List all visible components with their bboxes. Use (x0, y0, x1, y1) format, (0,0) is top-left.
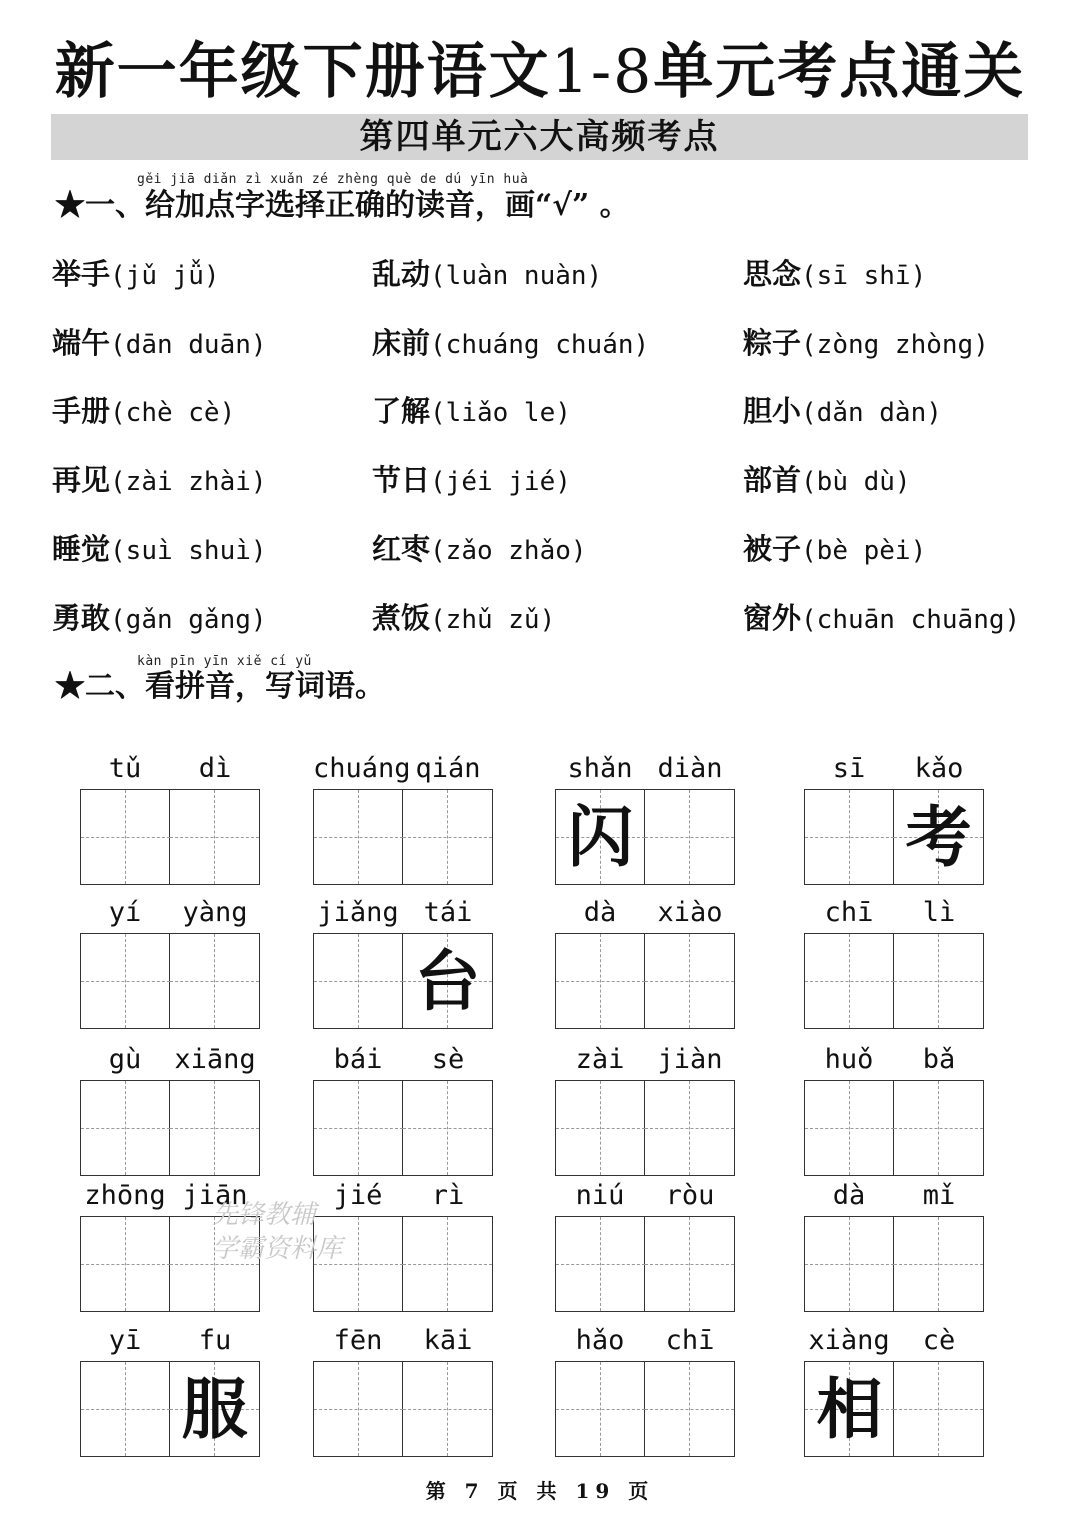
tianzige-cell[interactable] (805, 934, 894, 1028)
pinyin-syllable-1: tǔ (108, 753, 142, 784)
tianzige-cell[interactable] (556, 934, 645, 1028)
pinyin-label (555, 1176, 735, 1216)
pinyin-syllable-1: niú (575, 1180, 625, 1211)
pinyin-syllable-1: zhōng (84, 1180, 166, 1211)
tianzige-cell[interactable] (81, 790, 170, 884)
prefilled-character (81, 934, 170, 1028)
tianzige-cell[interactable] (894, 934, 983, 1028)
prefilled-character: 服 (181, 1370, 248, 1448)
prefilled-character (81, 1217, 170, 1311)
reading-options[interactable]: (zǎo zhǎo) (430, 536, 587, 566)
prefilled-character (314, 1362, 403, 1456)
pinyin-syllable-1: jiǎng (317, 897, 399, 928)
reading-options[interactable]: (zhǔ zǔ) (430, 605, 556, 635)
reading-item[interactable] (372, 598, 555, 640)
watermark-line-2: 学霸资料库 (212, 1234, 343, 1264)
pinyin-syllable-2: mǐ (922, 1180, 956, 1211)
pinyin-syllable-1: chī (824, 897, 874, 928)
title-text-2: 单元考点通关 (653, 37, 1026, 107)
prefilled-character (556, 934, 645, 1028)
pinyin-syllable-1: yí (108, 897, 142, 928)
watermark-line-1: 先锋教辅 (212, 1200, 317, 1230)
reading-word: 端午 (52, 326, 111, 360)
prefilled-character (314, 1081, 403, 1175)
reading-word: 乱动 (372, 257, 431, 291)
tianzige-cell[interactable] (403, 790, 492, 884)
reading-options[interactable]: (dān duān) (110, 330, 267, 360)
reading-word: 被子 (743, 532, 802, 566)
prefilled-character (170, 1081, 259, 1175)
tianzige-cell[interactable] (645, 1362, 734, 1456)
prefilled-character: 相 (816, 1370, 883, 1448)
reading-word: 床前 (372, 326, 431, 360)
reading-item[interactable] (52, 391, 235, 433)
reading-item[interactable] (52, 529, 267, 571)
pinyin-label (555, 893, 735, 933)
pinyin-syllable-2: dì (198, 753, 232, 784)
tianzige-box[interactable] (804, 1361, 984, 1457)
tianzige-cell[interactable] (403, 1081, 492, 1175)
tianzige-cell[interactable] (894, 790, 983, 884)
reading-word: 节日 (372, 463, 431, 497)
pinyin-label (555, 1040, 735, 1080)
reading-word: 举手 (52, 257, 111, 291)
reading-word: 勇敢 (52, 601, 111, 635)
reading-options[interactable]: (chuáng chuán) (430, 330, 650, 360)
reading-item[interactable] (743, 460, 911, 502)
prefilled-character (314, 934, 403, 1028)
reading-item[interactable] (52, 460, 267, 502)
prefilled-character (894, 1217, 983, 1311)
tianzige-cell[interactable] (170, 790, 259, 884)
pinyin-label (313, 893, 493, 933)
tianzige-box[interactable] (555, 933, 735, 1029)
reading-options[interactable]: (suì shuì) (110, 536, 267, 566)
prefilled-character (556, 1362, 645, 1456)
tianzige-cell[interactable] (805, 790, 894, 884)
watermark (212, 1198, 342, 1266)
tianzige-cell[interactable] (81, 1081, 170, 1175)
pinyin-label (555, 749, 735, 789)
pinyin-syllable-1: jié (333, 1180, 383, 1211)
pinyin-syllable-2: ròu (665, 1180, 715, 1211)
tianzige-cell[interactable] (645, 1217, 734, 1311)
reading-word: 红枣 (372, 532, 431, 566)
pinyin-label (804, 749, 984, 789)
reading-options[interactable]: (chè cè) (110, 398, 236, 428)
prefilled-character: 台 (414, 942, 481, 1020)
reading-word: 再见 (52, 463, 111, 497)
prefilled-character (805, 934, 894, 1028)
prefilled-character (170, 934, 259, 1028)
tianzige-cell[interactable] (170, 1081, 259, 1175)
reading-item[interactable] (52, 598, 267, 640)
pinyin-label (80, 749, 260, 789)
prefilled-character (81, 1081, 170, 1175)
tianzige-cell[interactable] (314, 1081, 403, 1175)
tianzige-cell[interactable] (894, 1081, 983, 1175)
tianzige-box[interactable] (80, 1361, 260, 1457)
reading-options[interactable]: (zài zhài) (110, 467, 267, 497)
reading-item[interactable] (743, 391, 942, 433)
pinyin-syllable-2: xiāng (174, 1044, 256, 1075)
prefilled-character (81, 790, 170, 884)
section1-pinyin-ruby: gěi jiā diǎn zì xuǎn zé zhèng què de dú yīn huà (137, 172, 529, 187)
prefilled-character (894, 1081, 983, 1175)
pinyin-syllable-2: xiào (657, 897, 723, 928)
prefilled-character: 闪 (567, 798, 634, 876)
tianzige-box[interactable] (804, 789, 984, 885)
pinyin-syllable-2: rì (431, 1180, 465, 1211)
prefilled-character (645, 1217, 734, 1311)
pinyin-syllable-1: hǎo (575, 1325, 625, 1356)
tianzige-box[interactable] (555, 789, 735, 885)
tianzige-box[interactable] (80, 789, 260, 885)
prefilled-character (556, 1081, 645, 1175)
tianzige-cell[interactable] (645, 934, 734, 1028)
pinyin-syllable-2: lì (922, 897, 956, 928)
tianzige-box[interactable] (313, 1361, 493, 1457)
pinyin-label (80, 893, 260, 933)
pinyin-syllable-2: yàng (182, 897, 248, 928)
pinyin-label (313, 1321, 493, 1361)
prefilled-character (805, 1081, 894, 1175)
tianzige-box[interactable] (804, 1080, 984, 1176)
tianzige-cell[interactable] (314, 790, 403, 884)
reading-word: 思念 (743, 257, 802, 291)
tianzige-cell[interactable] (805, 1362, 894, 1456)
prefilled-character (170, 790, 259, 884)
reading-word: 了解 (372, 394, 431, 428)
reading-item[interactable] (743, 529, 926, 571)
section2-heading: ★二、看拼音，写词语。 (55, 669, 385, 704)
tianzige-box[interactable] (313, 1080, 493, 1176)
tianzige-box[interactable] (555, 1361, 735, 1457)
tianzige-cell[interactable] (81, 1217, 170, 1311)
prefilled-character (894, 1362, 983, 1456)
tianzige-box[interactable] (804, 933, 984, 1029)
reading-options[interactable]: (gǎn gǎng) (110, 605, 267, 635)
tianzige-cell[interactable] (314, 934, 403, 1028)
tianzige-cell[interactable] (170, 1362, 259, 1456)
reading-item[interactable] (52, 323, 267, 365)
tianzige-cell[interactable] (894, 1362, 983, 1456)
pinyin-label (80, 1040, 260, 1080)
reading-item[interactable] (372, 529, 587, 571)
reading-item[interactable] (743, 598, 1020, 640)
reading-word: 胆小 (743, 394, 802, 428)
pinyin-label (804, 1176, 984, 1216)
pinyin-syllable-1: zài (575, 1044, 625, 1075)
pinyin-syllable-2: qián (415, 753, 481, 784)
prefilled-character (81, 1362, 170, 1456)
tianzige-box[interactable] (804, 1216, 984, 1312)
reading-word: 部首 (743, 463, 802, 497)
pinyin-syllable-1: huǒ (824, 1044, 874, 1075)
reading-word: 窗外 (743, 601, 802, 635)
reading-options[interactable]: (bù dù) (801, 467, 911, 497)
prefilled-character (645, 790, 734, 884)
section1-heading: ★一、给加点字选择正确的读音，画“√” 。 (55, 188, 630, 223)
tianzige-box[interactable] (313, 933, 493, 1029)
pinyin-syllable-1: sī (832, 753, 866, 784)
reading-options[interactable]: (chuān chuāng) (801, 605, 1021, 635)
pinyin-syllable-1: dà (583, 897, 617, 928)
pinyin-syllable-1: yī (108, 1325, 142, 1356)
pinyin-label (804, 1040, 984, 1080)
pinyin-syllable-1: chuáng (313, 753, 411, 784)
prefilled-character (645, 1362, 734, 1456)
pinyin-label (555, 1321, 735, 1361)
reading-item[interactable] (372, 323, 649, 365)
pinyin-syllable-2: fu (198, 1325, 232, 1356)
prefilled-character (805, 1217, 894, 1311)
tianzige-cell[interactable] (403, 934, 492, 1028)
pinyin-syllable-1: shǎn (567, 753, 633, 784)
tianzige-cell[interactable] (81, 1362, 170, 1456)
tianzige-cell[interactable] (805, 1081, 894, 1175)
pinyin-syllable-1: bái (333, 1044, 383, 1075)
pinyin-syllable-2: chī (665, 1325, 715, 1356)
prefilled-character (403, 790, 492, 884)
prefilled-character (805, 790, 894, 884)
reading-item[interactable] (743, 254, 926, 296)
pinyin-syllable-2: tái (423, 897, 473, 928)
prefilled-character (894, 934, 983, 1028)
tianzige-cell[interactable] (403, 1362, 492, 1456)
reading-options[interactable]: (jǔ jǚ) (110, 261, 220, 291)
prefilled-character (403, 1217, 492, 1311)
subtitle-bar: 第四单元六大高频考点 (51, 114, 1028, 160)
pinyin-syllable-2: kāi (423, 1325, 473, 1356)
reading-options[interactable]: (liǎo le) (430, 398, 571, 428)
reading-word: 煮饭 (372, 601, 431, 635)
pinyin-label (313, 1040, 493, 1080)
tianzige-cell[interactable] (556, 790, 645, 884)
reading-options[interactable]: (luàn nuàn) (430, 261, 603, 291)
tianzige-cell[interactable] (81, 934, 170, 1028)
tianzige-cell[interactable] (645, 790, 734, 884)
prefilled-character (556, 1217, 645, 1311)
reading-options[interactable]: (bè pèi) (801, 536, 927, 566)
reading-options[interactable]: (sī shī) (801, 261, 927, 291)
pinyin-syllable-2: jiān (182, 1180, 248, 1211)
reading-item[interactable] (372, 460, 571, 502)
reading-word: 粽子 (743, 326, 802, 360)
tianzige-box[interactable] (555, 1216, 735, 1312)
reading-item[interactable] (372, 254, 602, 296)
prefilled-character (314, 790, 403, 884)
pinyin-syllable-2: sè (431, 1044, 465, 1075)
section2-pinyin-ruby: kàn pīn yīn xiě cí yǔ (137, 654, 312, 669)
tianzige-box[interactable] (313, 789, 493, 885)
reading-item[interactable] (52, 254, 220, 296)
pinyin-syllable-2: kǎo (914, 753, 964, 784)
tianzige-box[interactable] (80, 1080, 260, 1176)
prefilled-character (403, 1081, 492, 1175)
pinyin-syllable-1: xiàng (808, 1325, 890, 1356)
reading-options[interactable]: (zòng zhòng) (801, 330, 989, 360)
pinyin-syllable-2: bǎ (922, 1044, 956, 1075)
pinyin-syllable-1: gù (108, 1044, 142, 1075)
tianzige-cell[interactable] (403, 1217, 492, 1311)
prefilled-character (403, 1362, 492, 1456)
tianzige-cell[interactable] (170, 934, 259, 1028)
tianzige-cell[interactable] (556, 1217, 645, 1311)
pinyin-label (804, 1321, 984, 1361)
prefilled-character (645, 1081, 734, 1175)
tianzige-box[interactable] (555, 1080, 735, 1176)
pinyin-syllable-2: cè (922, 1325, 956, 1356)
tianzige-cell[interactable] (645, 1081, 734, 1175)
pinyin-label (804, 893, 984, 933)
pinyin-label (80, 1321, 260, 1361)
prefilled-character: 考 (905, 798, 972, 876)
tianzige-cell[interactable] (556, 1362, 645, 1456)
reading-item[interactable] (372, 391, 571, 433)
title-text: 新一年级下册语文 (54, 37, 551, 107)
pinyin-syllable-1: dà (832, 1180, 866, 1211)
reading-options[interactable]: (dǎn dàn) (801, 398, 942, 428)
reading-item[interactable] (743, 323, 989, 365)
tianzige-cell[interactable] (894, 1217, 983, 1311)
page-footer: 第 7 页 共 19 页 (425, 1479, 655, 1503)
page-title (0, 32, 1080, 112)
prefilled-character (645, 934, 734, 1028)
pinyin-label (313, 749, 493, 789)
tianzige-cell[interactable] (556, 1081, 645, 1175)
tianzige-cell[interactable] (314, 1362, 403, 1456)
reading-word: 睡觉 (52, 532, 111, 566)
tianzige-box[interactable] (80, 933, 260, 1029)
reading-word: 手册 (52, 394, 111, 428)
pinyin-syllable-2: jiàn (657, 1044, 723, 1075)
reading-options[interactable]: (jéi jié) (430, 467, 571, 497)
pinyin-syllable-2: diàn (657, 753, 723, 784)
pinyin-syllable-1: fēn (333, 1325, 383, 1356)
title-number: 1-8 (550, 37, 654, 107)
tianzige-cell[interactable] (805, 1217, 894, 1311)
